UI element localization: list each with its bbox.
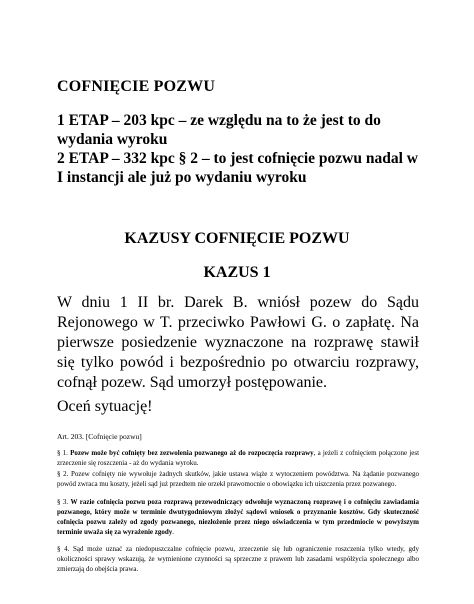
article-paragraph-4: § 4. Sąd może uznać za niedopuszczalne cofnięcie pozwu, zrzeczenie się lub ograniczenie roszczenia tylko wtedy, gdy okoliczności sprawy wskazują, że wymienione czynności są sprzeczne z prawem lub zasadami współżycia społecznego albo zmierzają do obejścia prawa.	[57, 545, 419, 573]
paragraph-3-number: § 3.	[57, 498, 69, 506]
article-paragraph-3	[57, 497, 419, 537]
paragraph-1-bold: Pozew może być cofnięty bez zezwolenia pozwanego aż do rozpoczęcia rozprawy	[70, 449, 314, 457]
paragraph-3-end: .	[172, 528, 175, 536]
paragraph-1-rest: , a jeżeli z cofnięciem połączone jest zrzeczenie się roszczenia - aż do wydania wyroku.	[57, 449, 420, 467]
paragraph-1-number: § 1.	[57, 449, 68, 457]
case-1-heading: KAZUS 1	[203, 264, 271, 281]
case-question: Oceń sytuację!	[57, 398, 153, 415]
stage-2-text: 2 ETAP – 332 kpc § 2 – to jest cofnięcie pozwu nadal w I instancji ale już po wydaniu wyroku	[57, 150, 418, 186]
stage-1-text: 1 ETAP – 203 kpc – ze względu na to że jest to do wydania wyroku	[57, 112, 381, 148]
cases-heading: KAZUSY COFNIĘCIE POZWU	[124, 230, 350, 247]
article-heading: Art. 203. [Cofnięcie pozwu]	[57, 432, 142, 441]
page-title: COFNIĘCIE POZWU	[57, 78, 216, 95]
paragraph-3-bold: W razie cofnięcia pozwu poza rozprawą przewodniczący odwołuje wyznaczoną rozprawę i o cofnięciu zawiadamia pozwanego, który może w terminie dwutygodniowym złożyć sądowi wniosek o przyznanie kosztów. Gdy skuteczność cofnięcia pozwu zależy od zgody pozwanego, niezłożenie przez niego oświadczenia w tym przedmiocie w powyższym terminie uważa się za wyrażenie zgody	[57, 498, 420, 536]
article-paragraph-2: § 2. Pozew cofnięty nie wywołuje żadnych skutków, jakie ustawa wiąże z wytoczeniem powództwa. Na żądanie pozwanego powód zwraca mu koszty, jeżeli sąd już przedtem nie orzekł prawomocnie o obowiązku ich uiszczenia przez pozwanego.	[57, 470, 419, 488]
case-1-text: W dniu 1 II br. Darek B. wniósł pozew do Sądu Rejonowego w T. przeciwko Pawłowi G. o zapłatę. Na pierwsze posiedzenie wyznaczone na rozprawę stawił się tylko powód i bezpośrednio po otwarciu rozprawy, cofnął pozew. Sąd umorzył postępowanie.	[57, 294, 419, 391]
article-paragraph-1	[57, 448, 419, 468]
